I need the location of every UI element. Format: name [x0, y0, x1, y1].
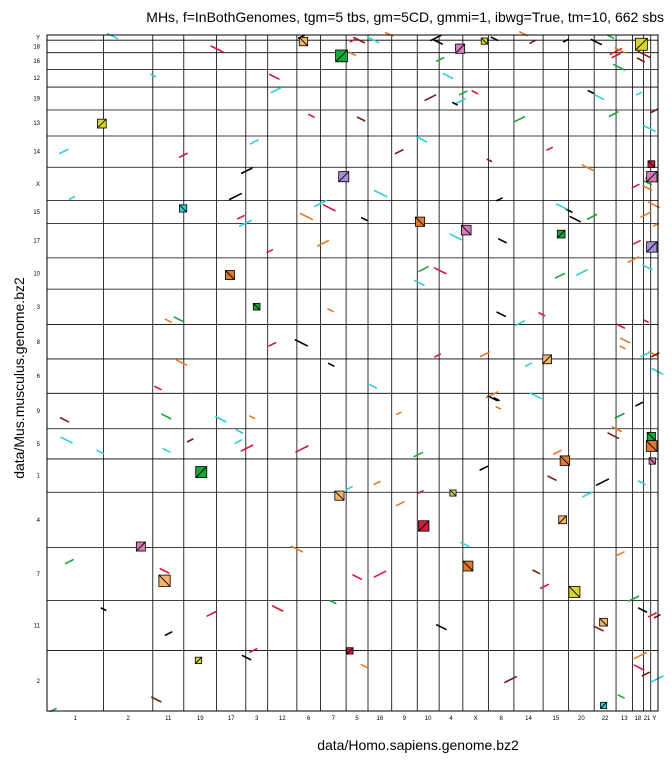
synteny-segment	[238, 216, 244, 219]
synteny-segment	[241, 445, 252, 451]
y-tick-label: 14	[33, 149, 40, 156]
synteny-segment	[637, 92, 642, 94]
synteny-segment	[60, 149, 68, 153]
synteny-segment	[419, 491, 423, 493]
x-tick-labels	[74, 716, 657, 722]
synteny-segment	[618, 695, 624, 698]
synteny-segment	[641, 353, 649, 357]
x-tick-label: 21	[643, 716, 651, 722]
x-axis-title: data/Homo.sapiens.genome.bz2	[317, 737, 519, 753]
synteny-segment	[236, 430, 242, 433]
synteny-segment	[323, 205, 335, 211]
synteny-segment	[636, 402, 643, 405]
synteny-segment	[577, 270, 587, 275]
synteny-segment	[615, 414, 624, 418]
synteny-segment	[583, 492, 592, 497]
synteny-segment	[514, 117, 524, 122]
synteny-segment	[497, 312, 505, 316]
synteny-segment	[588, 215, 597, 219]
x-tick-label: 13	[620, 716, 628, 722]
synteny-segment	[242, 656, 250, 660]
synteny-segment	[539, 313, 545, 316]
y-tick-label: 16	[33, 59, 40, 66]
synteny-segment	[251, 140, 259, 144]
synteny-segment	[480, 466, 487, 470]
synteny-segment	[375, 191, 387, 197]
synteny-segment	[397, 412, 401, 414]
synteny-segment	[155, 387, 161, 390]
y-tick-label: Y	[35, 35, 40, 42]
synteny-segment	[649, 613, 657, 617]
x-tick-label: 1	[73, 716, 77, 722]
synteny-segment	[608, 433, 618, 438]
synteny-segment	[358, 117, 365, 121]
x-tick-label: 12	[278, 716, 286, 722]
synteny-segment	[211, 46, 223, 52]
synteny-segment	[374, 571, 385, 577]
y-tick-label: 18	[33, 44, 40, 51]
synteny-segment	[607, 35, 613, 38]
y-tick-label: 6	[36, 374, 40, 381]
synteny-segment	[230, 194, 241, 200]
x-tick-label: 8	[499, 716, 503, 722]
synteny-segment	[61, 437, 72, 442]
synteny-segment	[594, 626, 603, 630]
synteny-segment	[530, 41, 535, 44]
synteny-segment	[450, 234, 461, 239]
y-tick-label: X	[35, 181, 40, 188]
chart-grid	[47, 35, 658, 711]
synteny-segment	[620, 346, 625, 348]
synteny-segment	[435, 268, 446, 274]
synteny-segment	[634, 653, 646, 659]
x-tick-label: 2	[126, 716, 130, 722]
synteny-segment	[174, 317, 184, 322]
synteny-segment	[374, 482, 380, 485]
x-tick-label: 14	[525, 716, 532, 722]
synteny-segment	[162, 414, 171, 418]
synteny-segment	[397, 502, 404, 506]
synteny-segment	[425, 95, 435, 100]
x-tick-label: 9	[402, 716, 407, 722]
synteny-segment	[386, 33, 393, 37]
synteny-segment	[588, 91, 593, 93]
synteny-segment	[369, 384, 377, 388]
synteny-segment	[362, 218, 367, 221]
synteny-segment	[582, 165, 593, 171]
synteny-segment	[437, 625, 446, 630]
synteny-segment	[556, 274, 565, 278]
y-tick-label: 7	[36, 572, 40, 579]
x-tick-label: 17	[227, 716, 235, 722]
synteny-segment	[417, 137, 427, 142]
synteny-segment	[414, 453, 422, 457]
synteny-segment	[188, 439, 193, 442]
synteny-segment	[639, 481, 646, 484]
synteny-segment	[179, 153, 187, 157]
x-tick-label: 4	[449, 716, 453, 722]
x-tick-label: 6	[307, 716, 311, 722]
chart-title: MHs, f=InBothGenomes, tgm=5 tbs, gm=5CD, gmmi=1, ibwg=True, tm=10, 662 sbs	[146, 9, 664, 25]
synteny-segment	[415, 281, 424, 286]
synteny-segment	[163, 449, 170, 452]
synteny-segment	[548, 476, 556, 480]
x-tick-label: Y	[652, 716, 657, 722]
synteny-segment	[250, 416, 255, 418]
synteny-segment	[541, 584, 549, 588]
synteny-segment	[621, 338, 630, 342]
synteny-segment	[216, 417, 226, 422]
synteny-segment	[419, 267, 428, 272]
y-tick-label: 2	[36, 678, 40, 685]
synteny-segment	[270, 74, 279, 79]
synteny-segment	[300, 213, 312, 219]
synteny-segment	[70, 197, 75, 199]
synteny-segment	[437, 58, 444, 61]
synteny-segment	[632, 184, 639, 187]
y-tick-label: 8	[36, 339, 40, 346]
x-tick-label: 11	[165, 716, 172, 722]
synteny-segment	[634, 665, 643, 670]
synteny-segment	[654, 615, 659, 618]
x-tick-label: X	[473, 716, 478, 722]
synteny-segment	[639, 608, 647, 612]
x-tick-label: 22	[601, 716, 609, 722]
synteny-segment	[443, 74, 452, 79]
x-tick-label: 15	[552, 716, 560, 722]
synteny-segment	[242, 168, 252, 173]
x-tick-label: 16	[376, 716, 384, 722]
synteny-segment	[66, 560, 73, 564]
synteny-segment	[554, 450, 561, 454]
synteny-segment	[330, 601, 335, 604]
y-tick-label: 1	[36, 473, 40, 480]
synteny-segment	[526, 363, 532, 366]
synteny-segment	[496, 407, 500, 409]
x-tick-label: 10	[424, 716, 432, 722]
synteny-segment	[165, 632, 171, 635]
y-tick-label: 11	[33, 623, 40, 630]
synteny-segment	[570, 217, 580, 222]
y-tick-labels	[33, 36, 40, 685]
synteny-segment	[361, 665, 367, 668]
synteny-segment	[472, 91, 477, 94]
synteny-segment	[269, 343, 275, 346]
x-tick-label: 19	[196, 716, 204, 722]
y-tick-label: 17	[33, 238, 40, 245]
synteny-segment	[597, 479, 609, 485]
synteny-segment	[505, 677, 516, 683]
y-tick-label: 13	[33, 121, 40, 128]
synteny-segment	[97, 451, 103, 454]
y-tick-label: 9	[36, 409, 40, 416]
synteny-segment	[395, 150, 403, 154]
synteny-segment	[160, 569, 168, 573]
x-tick-label: 5	[355, 716, 359, 722]
chart-marks	[50, 32, 663, 712]
synteny-segment	[309, 115, 314, 118]
y-tick-label: 4	[36, 517, 40, 524]
synteny-segment	[455, 99, 465, 104]
synteny-segment	[643, 186, 651, 190]
synteny-segment	[595, 95, 604, 99]
synteny-segment	[644, 320, 648, 322]
synteny-segment	[61, 418, 69, 422]
y-tick-label: 15	[33, 210, 40, 217]
synteny-segment	[328, 309, 333, 312]
synteny-segment	[533, 570, 540, 573]
synteny-segment	[318, 241, 328, 246]
synteny-segment	[641, 212, 650, 217]
x-tick-label: 7	[331, 716, 336, 722]
y-tick-label: 10	[33, 271, 40, 278]
synteny-segment	[101, 608, 105, 610]
y-axis-title: data/Mus.musculus.genome.bz2	[11, 277, 27, 479]
synteny-segment	[531, 393, 542, 398]
synteny-segment	[353, 575, 361, 579]
y-tick-label: 12	[33, 76, 40, 83]
synteny-segment	[616, 552, 624, 556]
synteny-segment	[557, 204, 567, 209]
synteny-segment	[609, 112, 617, 116]
synteny-segment	[329, 363, 334, 366]
synteny-segment	[296, 446, 308, 452]
synteny-segment	[644, 126, 655, 132]
synteny-segment	[651, 676, 663, 682]
synteny-segment	[346, 487, 352, 490]
synteny-segment	[108, 34, 118, 39]
synteny-segment	[461, 543, 469, 547]
y-tick-label: 3	[36, 304, 40, 311]
synteny-segment	[177, 360, 187, 365]
x-tick-label: 18	[634, 716, 642, 722]
synteny-segment	[235, 440, 241, 443]
synteny-segment	[207, 611, 216, 616]
y-tick-label: 5	[36, 441, 40, 448]
synteny-segment	[271, 88, 280, 92]
synteny-segment	[547, 147, 552, 150]
synteny-segment	[273, 606, 283, 611]
synteny-segment	[151, 74, 156, 76]
synteny-segment	[165, 319, 171, 322]
y-tick-label: 19	[33, 96, 40, 103]
synteny-segment	[634, 241, 640, 244]
synteny-segment	[499, 239, 506, 243]
x-tick-label: 20	[578, 716, 585, 722]
x-tick-label: 3	[255, 716, 259, 722]
